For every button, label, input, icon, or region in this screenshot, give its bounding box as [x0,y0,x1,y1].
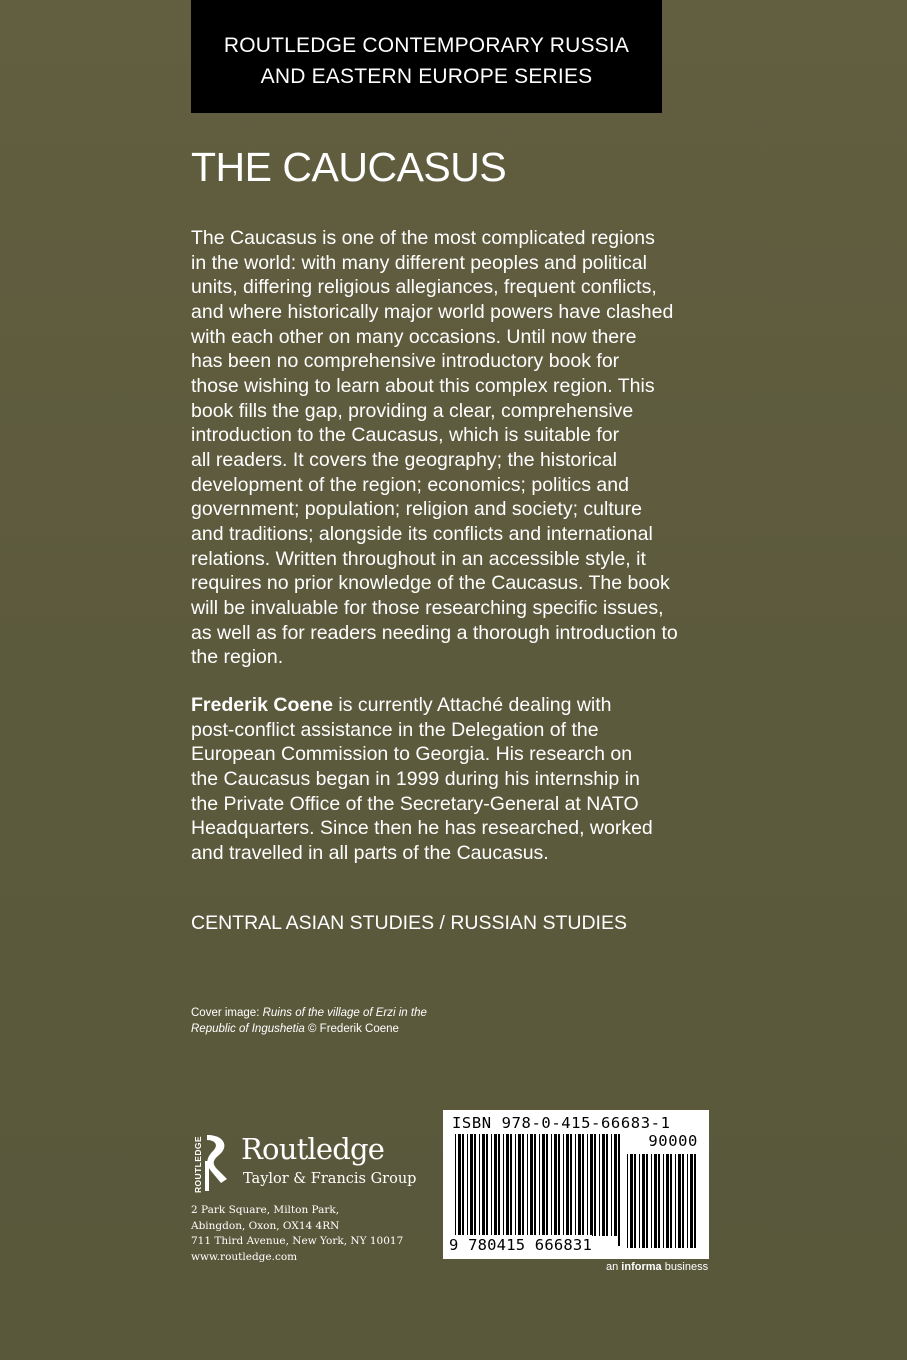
cover-credit-line [191,1006,427,1022]
barcode-bar [678,1154,681,1248]
series-title-line-2: AND EASTERN EUROPE SERIES [260,64,593,88]
description-line: the region. [191,646,284,669]
informa-suffix: business [661,1261,709,1273]
barcode-bar [594,1134,596,1236]
barcode-bar [506,1134,509,1236]
barcode-bar [482,1134,485,1236]
barcode-bar [474,1134,476,1236]
barcode-bars [455,1134,625,1246]
description-line: and traditions; alongside its conflicts and international [191,522,653,545]
author-bio-first-line: is currently Attaché dealing with [332,694,612,716]
barcode-bar [666,1154,669,1248]
address-line: 2 Park Square, Milton Park, [191,1204,340,1216]
informa-tagline [606,1260,708,1274]
description-line: units, differing religious allegiances, frequent conflicts, [191,276,657,299]
barcode-bar [510,1134,512,1236]
barcode-bar [546,1134,548,1236]
barcode-bar [663,1154,664,1248]
author-bio-line [191,693,721,718]
barcode-bar [539,1134,540,1246]
barcode-bar [646,1154,648,1248]
barcode-bar [522,1134,524,1236]
barcode-bar [602,1134,605,1236]
barcode-bar [518,1134,521,1236]
subject-categories: CENTRAL ASIAN STUDIES / RUSSIAN STUDIES [191,912,627,934]
barcode-bar [642,1154,645,1248]
informa-brand: informa [621,1261,662,1273]
barcode-bar [634,1154,636,1248]
description-line: and where historically major world powers have clashed [191,300,674,323]
barcode-bar [575,1134,576,1236]
barcode-bar [479,1134,480,1236]
barcode-bar [606,1134,608,1236]
author-bio [191,693,721,866]
barcode-addon-bars [627,1154,701,1248]
barcode-bar [455,1134,456,1246]
logo-vertical-mark: ROUTLEDGE [193,1136,203,1193]
address-line: www.routledge.com [191,1250,298,1263]
barcode-bar [527,1134,528,1236]
publisher-logo [191,1131,421,1193]
barcode-bar [654,1154,657,1248]
barcode-bar [582,1134,584,1236]
barcode-bar [627,1154,628,1248]
barcode-bar [558,1134,560,1236]
barcode-bar [675,1154,676,1248]
barcode-bar [515,1134,516,1236]
cover-image-credit [191,1006,427,1037]
author-bio-lines [191,718,721,866]
book-description [191,226,721,670]
author-bio-line: the Private Office of the Secretary-General at NATO [191,792,639,815]
cover-credit-prefix: Cover image: [191,1007,263,1019]
author-name: Frederik Coene [191,694,333,716]
barcode-bar [590,1134,593,1236]
author-bio-line: Headquarters. Since then he has researched, worked [191,817,653,840]
barcode-bar [542,1134,545,1246]
barcode-bar [587,1134,588,1236]
description-line: The Caucasus is one of the most complicated regions [191,227,655,249]
barcode-bar [467,1134,468,1236]
description-line: introduction to the Caucasus, which is suitable for [191,424,620,447]
barcode-bar [651,1154,652,1248]
series-title-line-1: ROUTLEDGE CONTEMPORARY RUSSIA [223,33,630,57]
description-line: all readers. It covers the geography; the historical [191,448,617,471]
author-bio-line: and travelled in all parts of the Caucasus. [191,841,549,864]
publisher-name: Routledge [241,1132,385,1166]
description-line: with each other on many occasions. Until now there [191,325,637,348]
cover-credit-caption-1: Ruins of the village of Erzi in the [262,1007,427,1019]
barcode-bar [630,1154,633,1248]
barcode-bar [658,1154,660,1248]
isbn-number: ISBN 978-0-415-66683-1 [452,1114,671,1132]
address-line: 711 Third Avenue, New York, NY 10017 [191,1235,404,1247]
barcode-bar [503,1134,504,1236]
barcode-bar [614,1134,617,1236]
routledge-logo-icon [191,1131,233,1193]
description-line: requires no prior knowledge of the Caucasus. The book [191,572,670,595]
address-line: Abingdon, Oxon, OX14 4RN [191,1219,340,1232]
series-banner [191,0,662,113]
cover-credit-caption-2: Republic of Ingushetia [191,1022,305,1035]
cover-credit-line [191,1022,427,1038]
barcode-bar [534,1134,536,1236]
barcode-bar [682,1154,684,1248]
barcode-bar [554,1134,557,1236]
author-bio-line: post-conflict assistance in the Delegation of the [191,718,599,741]
barcode-bar [694,1154,696,1248]
barcode-bar [486,1134,488,1236]
barcode-bar [687,1154,688,1248]
barcode-bar [566,1134,569,1236]
publisher-group: Taylor & Francis Group [243,1171,417,1187]
informa-prefix: an [606,1261,622,1273]
cover-credit-copyright: © Frederik Coene [304,1022,399,1035]
description-line: government; population; religion and society; culture [191,498,642,521]
barcode-bar [551,1134,552,1236]
description-line: development of the region; economics; politics and [191,473,629,496]
description-line: those wishing to learn about this complex region. This [191,374,655,397]
author-bio-line: European Commission to Georgia. His research on [191,743,633,766]
barcode-bar [618,1134,620,1246]
barcode-bar [494,1134,497,1236]
description-line: as well as for readers needing a thorough introduction to [191,621,678,644]
description-line: in the world: with many different peoples and political [191,251,647,274]
barcode-bar [599,1134,600,1236]
barcode-bar [462,1134,464,1246]
barcode-bar [578,1134,581,1236]
barcode-bar [611,1134,612,1236]
barcode-bar [690,1154,693,1248]
description-line: book fills the gap, providing a clear, comprehensive [191,399,634,422]
barcode-bar [470,1134,473,1236]
isbn-barcode [443,1110,709,1259]
barcode-bar [563,1134,564,1236]
barcode-bar [530,1134,533,1236]
ean-number: 9 780415 666831 [449,1236,592,1254]
description-line: will be invaluable for those researching specific issues, [191,596,664,619]
description-line: relations. Written throughout in an accessible style, it [191,547,646,570]
barcode-bar [570,1134,572,1236]
book-title: THE CAUCASUS [191,144,507,190]
price-code: 90000 [648,1132,698,1150]
barcode-bar [639,1154,640,1248]
publisher-address [191,1203,403,1265]
barcode-bar [458,1134,461,1246]
barcode-bar [491,1134,492,1236]
description-line: has been no comprehensive introductory book for [191,350,620,373]
barcode-bar [498,1134,500,1236]
author-bio-line: the Caucasus began in 1999 during his internship in [191,767,640,790]
barcode-bar [670,1154,672,1248]
